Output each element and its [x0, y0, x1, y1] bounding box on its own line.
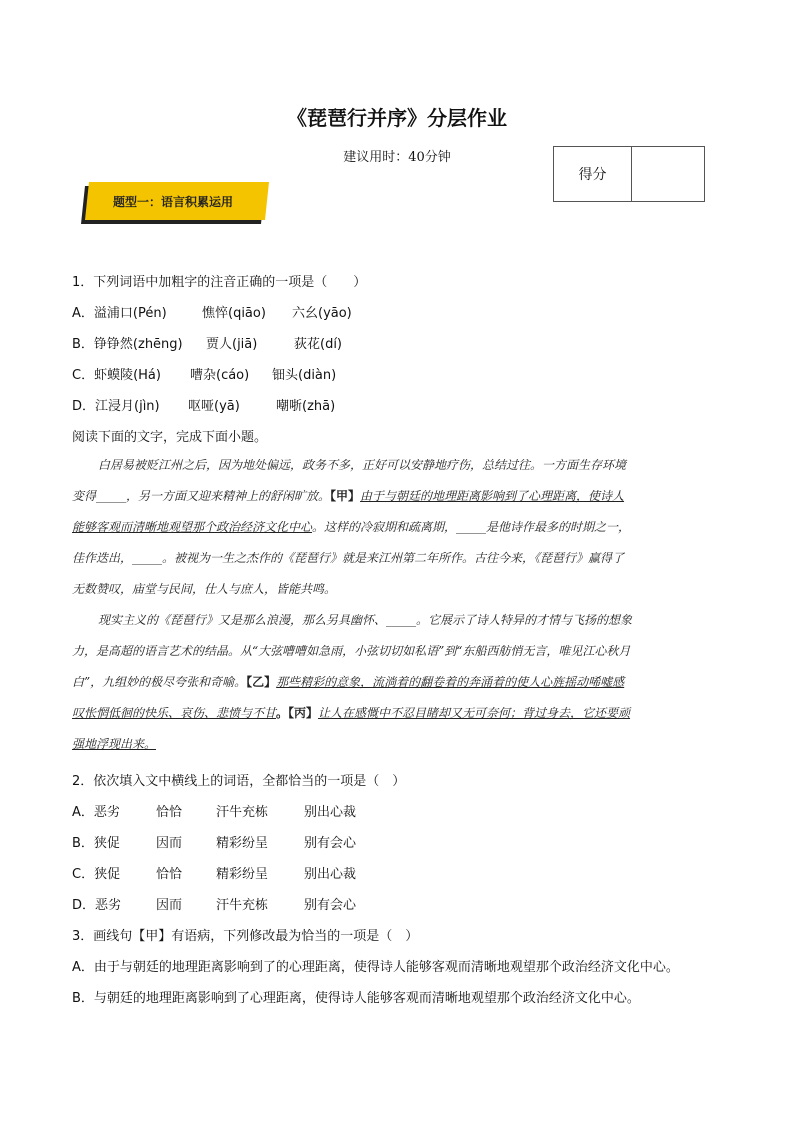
option-part: B．铮铮然(zhēng)	[72, 337, 183, 352]
section-banner-title: 题型一：语言积累运用	[113, 195, 234, 209]
question-1-option-d	[72, 395, 335, 414]
passage-line	[72, 667, 724, 698]
marker-jia: 【甲】	[330, 489, 361, 503]
score-label: 得分	[554, 147, 632, 201]
passage-text: 。这样的冷寂期和疏离期，_____是他诗作最多的时期之一，	[312, 520, 631, 534]
option-part: 恰恰	[156, 805, 183, 820]
question-2-option-c	[72, 863, 356, 882]
underlined-sentence-bing: 让人在感慨中不忍目睹却又无可奈何；背过身去，它还要顽	[318, 706, 631, 720]
option-part: A．溢浦口(Pén)	[72, 306, 167, 321]
passage-line: 现实主义的《琵琶行》又是那么浪漫，那么另具幽怀、_____。它展示了诗人特异的才情与飞扬的想象	[98, 613, 633, 627]
passage-line: 佳作迭出，_____。被视为一生之杰作的《琵琶行》就是来江州第二年所作。古往今来，《琵琶行》赢得了	[72, 551, 625, 565]
question-3-option-a: A．由于与朝廷的地理距离影响到了的心理距离，使得诗人能够客观而清晰地观望那个政治经济文化中心。	[72, 960, 679, 975]
option-part: A．恶劣	[72, 805, 120, 820]
option-part: 憔悴(qiāo)	[202, 306, 266, 321]
reading-instruction: 阅读下面的文字，完成下面小题。	[72, 430, 268, 445]
document-title: 《琵琶行并序》分层作业	[287, 106, 507, 130]
underlined-sentence-jia: 能够客观而清晰地观望那个政治经济文化中心	[72, 520, 313, 534]
option-part: D．江浸月(jìn)	[72, 399, 160, 414]
option-part: 汗牛充栋	[216, 805, 269, 820]
passage-line: 力，是高超的语言艺术的结晶。从“大弦嘈嘈如急雨，小弦切切如私语”到“东船西舫悄无言，唯见江心秋月	[72, 644, 631, 658]
question-2-option-d	[72, 894, 356, 913]
option-part: 别有会心	[304, 898, 357, 913]
option-part: 六幺(yāo)	[292, 306, 352, 321]
question-1-option-c	[72, 364, 336, 383]
option-part: 精彩纷呈	[216, 836, 269, 851]
underlined-sentence-bing: 强地浮现出来。	[72, 737, 157, 751]
suggested-time: 建议用时：40分钟	[343, 150, 451, 165]
marker-bing: 。【丙】	[276, 706, 319, 720]
marker-yi: 【乙】	[246, 675, 277, 689]
question-1-stem: 1．下列词语中加粗字的注音正确的一项是（ ）	[72, 275, 367, 290]
question-1-option-b	[72, 333, 342, 352]
question-3-option-b: B．与朝廷的地理距离影响到了心理距离，使得诗人能够客观而清晰地观望那个政治经济文化中心。	[72, 991, 640, 1006]
option-part: C．虾蟆陵(Há)	[72, 368, 161, 383]
passage-paragraph-1	[72, 450, 724, 605]
underlined-sentence-yi: 那些精彩的意象，流淌着的翻卷着的奔涌着的使人心旌摇动唏嘘感	[276, 675, 625, 689]
option-part: B．狭促	[72, 836, 120, 851]
option-part: 嘈杂(cáo)	[190, 368, 250, 383]
passage-paragraph-2	[72, 605, 724, 760]
passage-line	[72, 512, 724, 543]
question-2-stem: 2．依次填入文中横线上的词语，全都恰当的一项是（ ）	[72, 774, 406, 789]
question-3-stem: 3．画线句【甲】有语病，下列修改最为恰当的一项是（ ）	[72, 929, 419, 944]
option-part: 别出心裁	[304, 805, 357, 820]
underlined-sentence-yi: 叹怅惘低徊的快乐、哀伤、悲愤与不甘	[72, 706, 277, 720]
question-2-option-a	[72, 801, 356, 820]
passage-text: 变得_____，另一方面又迎来精神上的舒闲旷放。	[72, 489, 331, 503]
option-part: 别出心裁	[304, 867, 357, 882]
option-part: 因而	[156, 836, 183, 851]
passage-line	[72, 481, 724, 512]
score-value-field[interactable]	[632, 147, 704, 201]
option-part: 恰恰	[156, 867, 183, 882]
passage-line: 无数赞叹，庙堂与民间，仕人与庶人，皆能共鸣。	[72, 582, 337, 596]
score-box	[553, 146, 705, 202]
option-part: 呕哑(yā)	[188, 399, 240, 414]
underlined-sentence-jia: 由于与朝廷的地理距离影响到了心理距离，使诗人	[360, 489, 625, 503]
passage-line	[72, 729, 724, 760]
option-part: 嘲哳(zhā)	[276, 399, 336, 414]
option-part: 钿头(diàn)	[272, 368, 337, 383]
passage-text: 白”，九组妙的极尽夸张和奇喻。	[72, 675, 247, 689]
option-part: 荻花(dí)	[294, 337, 343, 352]
question-2-option-b	[72, 832, 356, 851]
passage-line: 白居易被贬江州之后，因为地处偏远，政务不多，正好可以安静地疗伤，总结过往。一方面生存环境	[98, 458, 627, 472]
section-banner	[87, 182, 271, 228]
option-part: 精彩纷呈	[216, 867, 269, 882]
question-1-option-a	[72, 302, 352, 321]
passage-line	[72, 698, 724, 729]
option-part: C．狭促	[72, 867, 121, 882]
option-part: 汗牛充栋	[216, 898, 269, 913]
option-part: 贾人(jiā)	[206, 337, 258, 352]
option-part: 因而	[156, 898, 183, 913]
option-part: D．恶劣	[72, 898, 122, 913]
option-part: 别有会心	[304, 836, 357, 851]
